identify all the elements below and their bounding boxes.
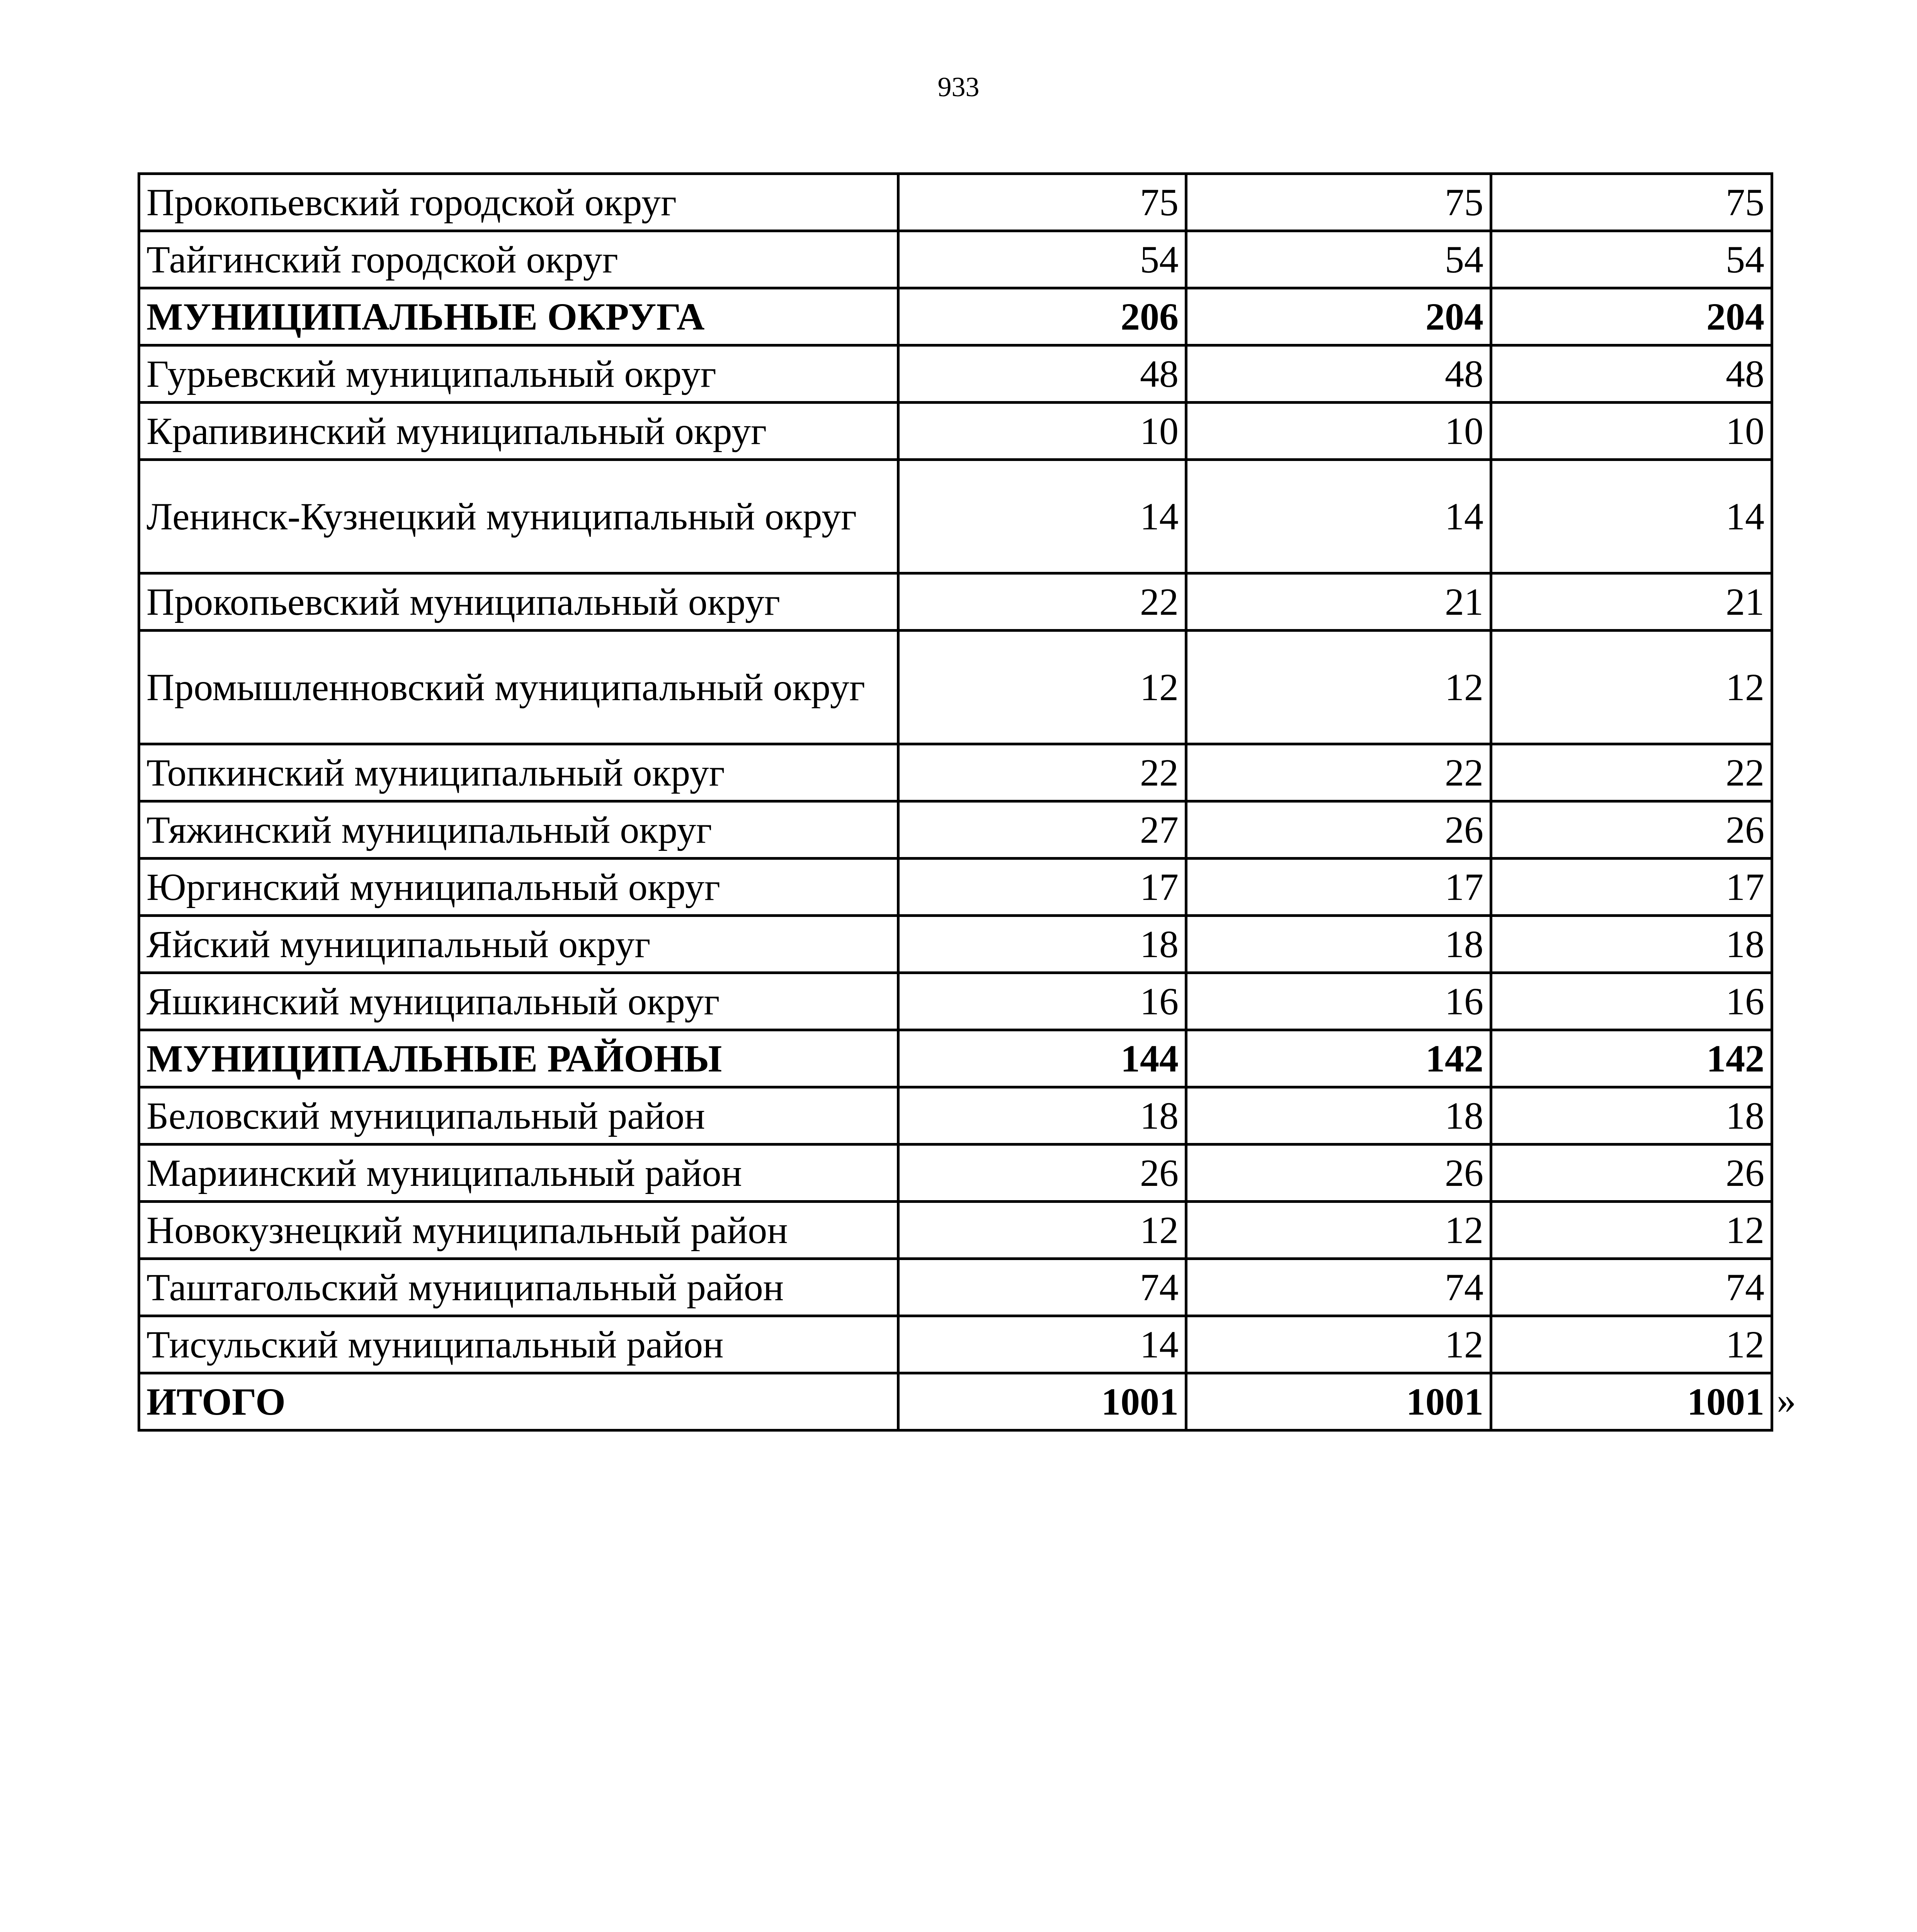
row-value-cell-v2: 74 (1186, 1259, 1491, 1316)
table-row-total (139, 1030, 1772, 1087)
closing-quote: » (1777, 1379, 1796, 1422)
row-value-cell-v1: 16 (898, 973, 1186, 1030)
row-value-cell-v1: 14 (898, 1316, 1186, 1373)
row-value-cell-v1: 14 (898, 460, 1186, 573)
row-value-cell-v3: 75 (1491, 174, 1772, 231)
row-value-cell-v2: 12 (1186, 1202, 1491, 1259)
row-value-cell-v1: 10 (898, 403, 1186, 460)
allocation-table (138, 172, 1773, 1432)
row-value-cell-v3: 142 (1491, 1030, 1772, 1087)
row-value-cell-v2: 22 (1186, 744, 1491, 801)
table-row (139, 973, 1772, 1030)
row-value-cell-v1: 22 (898, 744, 1186, 801)
row-value-cell-v3: 10 (1491, 403, 1772, 460)
row-value-cell-v3: 26 (1491, 801, 1772, 859)
table-row (139, 859, 1772, 916)
row-value-cell-v2: 48 (1186, 345, 1491, 403)
row-name-cell: Яйский муниципальный округ (139, 916, 898, 973)
row-value-cell-v1: 144 (898, 1030, 1186, 1087)
row-name-cell: Тяжинский муниципальный округ (139, 801, 898, 859)
table-row (139, 345, 1772, 403)
row-value-cell-v3: 21 (1491, 573, 1772, 631)
row-value-cell-v2: 16 (1186, 973, 1491, 1030)
row-name-cell: Ленинск-Кузнецкий муниципальный округ (139, 460, 898, 573)
table-row (139, 460, 1772, 573)
row-value-cell-v2: 10 (1186, 403, 1491, 460)
row-value-cell-v2: 18 (1186, 916, 1491, 973)
row-value-cell-v3: 18 (1491, 1087, 1772, 1145)
row-name-cell: Тайгинский городской округ (139, 231, 898, 288)
page-number: 933 (937, 71, 980, 102)
row-name-cell: Новокузнецкий муниципальный район (139, 1202, 898, 1259)
row-value-cell-v1: 75 (898, 174, 1186, 231)
row-value-cell-v2: 75 (1186, 174, 1491, 231)
row-value-cell-v3: 54 (1491, 231, 1772, 288)
row-name-cell: Прокопьевский муниципальный округ (139, 573, 898, 631)
row-value-cell-v3: 17 (1491, 859, 1772, 916)
row-name-cell: Таштагольский муниципальный район (139, 1259, 898, 1316)
row-value-cell-v1: 27 (898, 801, 1186, 859)
row-name-cell: Юргинский муниципальный округ (139, 859, 898, 916)
row-value-cell-v1: 54 (898, 231, 1186, 288)
table-row (139, 1145, 1772, 1202)
table-row (139, 1259, 1772, 1316)
row-value-cell-v1: 22 (898, 573, 1186, 631)
row-value-cell-v3: 12 (1491, 1316, 1772, 1373)
table-row (139, 916, 1772, 973)
table-row (139, 231, 1772, 288)
row-name-cell: Беловский муниципальный район (139, 1087, 898, 1145)
table-row-total (139, 1373, 1772, 1430)
row-value-cell-v2: 17 (1186, 859, 1491, 916)
row-value-cell-v1: 206 (898, 288, 1186, 345)
row-value-cell-v3: 14 (1491, 460, 1772, 573)
row-value-cell-v2: 54 (1186, 231, 1491, 288)
row-name-cell: Мариинский муниципальный район (139, 1145, 898, 1202)
row-value-cell-v3: 16 (1491, 973, 1772, 1030)
row-value-cell-v3: 12 (1491, 631, 1772, 744)
row-value-cell-v1: 18 (898, 1087, 1186, 1145)
row-value-cell-v2: 1001 (1186, 1373, 1491, 1430)
table-row (139, 174, 1772, 231)
row-name-cell: Промышленновский муниципальный округ (139, 631, 898, 744)
row-name-cell: ИТОГО (139, 1373, 898, 1430)
row-value-cell-v3: 74 (1491, 1259, 1772, 1316)
allocation-table-container (138, 172, 1773, 1432)
row-value-cell-v2: 12 (1186, 631, 1491, 744)
row-value-cell-v2: 14 (1186, 460, 1491, 573)
row-name-cell: МУНИЦИПАЛЬНЫЕ РАЙОНЫ (139, 1030, 898, 1087)
table-row (139, 631, 1772, 744)
row-value-cell-v3: 18 (1491, 916, 1772, 973)
row-value-cell-v1: 18 (898, 916, 1186, 973)
table-row (139, 744, 1772, 801)
row-value-cell-v2: 26 (1186, 801, 1491, 859)
row-name-cell: Тисульский муниципальный район (139, 1316, 898, 1373)
row-name-cell: Гурьевский муниципальный округ (139, 345, 898, 403)
row-name-cell: МУНИЦИПАЛЬНЫЕ ОКРУГА (139, 288, 898, 345)
row-value-cell-v1: 1001 (898, 1373, 1186, 1430)
row-value-cell-v1: 26 (898, 1145, 1186, 1202)
row-value-cell-v2: 26 (1186, 1145, 1491, 1202)
table-row (139, 801, 1772, 859)
row-value-cell-v3: 204 (1491, 288, 1772, 345)
row-value-cell-v3: 26 (1491, 1145, 1772, 1202)
row-value-cell-v3: 22 (1491, 744, 1772, 801)
table-row (139, 573, 1772, 631)
row-value-cell-v3: 48 (1491, 345, 1772, 403)
table-row (139, 403, 1772, 460)
row-value-cell-v2: 142 (1186, 1030, 1491, 1087)
row-name-cell: Прокопьевский городской округ (139, 174, 898, 231)
row-value-cell-v2: 21 (1186, 573, 1491, 631)
table-row (139, 1202, 1772, 1259)
row-value-cell-v3: 12 (1491, 1202, 1772, 1259)
row-value-cell-v2: 12 (1186, 1316, 1491, 1373)
table-row-total (139, 288, 1772, 345)
row-value-cell-v1: 74 (898, 1259, 1186, 1316)
row-value-cell-v3: 1001 (1491, 1373, 1772, 1430)
table-row (139, 1087, 1772, 1145)
row-value-cell-v1: 12 (898, 1202, 1186, 1259)
table-row (139, 1316, 1772, 1373)
row-name-cell: Яшкинский муниципальный округ (139, 973, 898, 1030)
row-value-cell-v1: 17 (898, 859, 1186, 916)
row-name-cell: Крапивинский муниципальный округ (139, 403, 898, 460)
row-name-cell: Топкинский муниципальный округ (139, 744, 898, 801)
row-value-cell-v2: 204 (1186, 288, 1491, 345)
row-value-cell-v2: 18 (1186, 1087, 1491, 1145)
row-value-cell-v1: 48 (898, 345, 1186, 403)
row-value-cell-v1: 12 (898, 631, 1186, 744)
table-body (139, 174, 1772, 1430)
